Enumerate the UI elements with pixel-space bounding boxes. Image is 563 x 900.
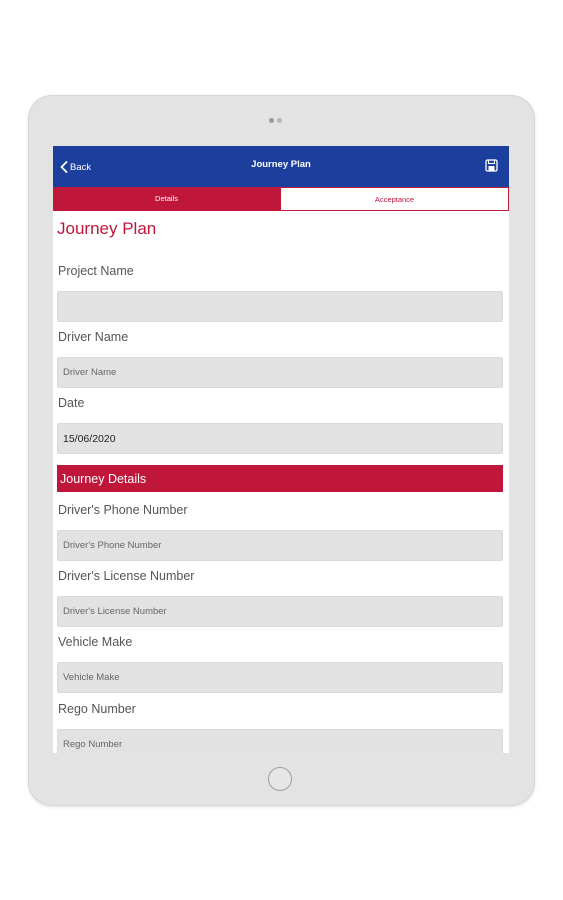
vehicle-make-label: Vehicle Make <box>58 635 133 649</box>
rego-number-label: Rego Number <box>58 702 136 716</box>
tab-details[interactable]: Details <box>53 187 280 210</box>
home-button[interactable] <box>268 767 292 791</box>
driver-name-label: Driver Name <box>58 330 129 344</box>
driver-name-field[interactable]: Driver Name <box>57 357 503 388</box>
driver-license-label: Driver's License Number <box>58 569 195 583</box>
driver-phone-label: Driver's Phone Number <box>58 503 188 517</box>
tablet-frame <box>28 95 535 806</box>
save-button[interactable] <box>485 159 499 173</box>
project-name-field[interactable] <box>57 291 503 322</box>
form-title: Journey Plan <box>57 219 157 238</box>
driver-phone-field[interactable]: Driver's Phone Number <box>57 530 503 561</box>
navigation-bar <box>53 146 509 187</box>
save-icon <box>485 159 498 172</box>
back-button-label: Back <box>70 161 92 173</box>
date-field[interactable]: 15/06/2020 <box>57 423 503 454</box>
date-label: Date <box>58 396 85 410</box>
page-title: Journey Plan <box>251 159 311 170</box>
camera-icon <box>269 118 283 124</box>
tab-acceptance[interactable]: Acceptance <box>280 187 509 210</box>
app-screen <box>53 146 509 753</box>
project-name-label: Project Name <box>58 264 134 278</box>
vehicle-make-field[interactable]: Vehicle Make <box>57 662 503 693</box>
rego-number-field[interactable]: Rego Number <box>57 729 503 753</box>
journey-details-header: Journey Details <box>57 465 503 492</box>
segmented-tabs <box>53 187 509 211</box>
driver-license-field[interactable]: Driver's License Number <box>57 596 503 627</box>
